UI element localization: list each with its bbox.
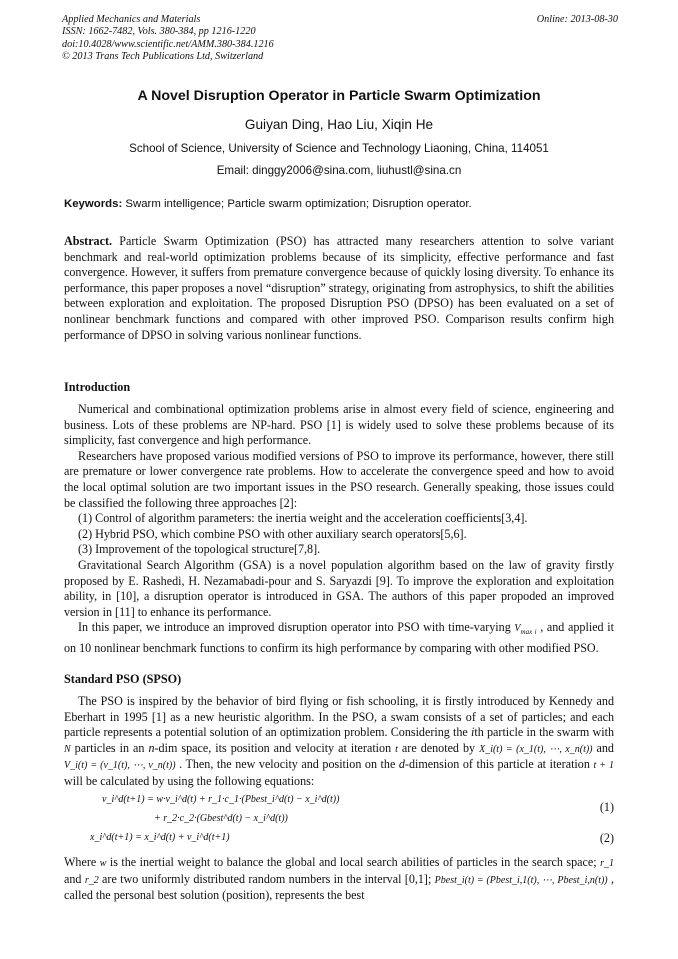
equation-2-number: (2)	[599, 831, 614, 845]
paper-authors: Guiyan Ding, Hao Liu, Xiqin He	[244, 117, 434, 132]
symbol-r1: r_1	[600, 858, 615, 869]
spso-p2-a: Where	[64, 855, 100, 869]
spso-heading: Standard PSO (SPSO)	[64, 672, 182, 686]
pbest-vector: Pbest_i(t) = (Pbest_i,1(t), ⋯, Pbest_i,n(t))	[434, 874, 608, 886]
spso-p1-f: and	[592, 740, 614, 755]
symbol-r2: r_2	[84, 874, 99, 886]
intro-p4-text-b: , and applied it on 10 nonlinear benchmark functions to confirm its high performance by comparing with other modified PSO.	[64, 620, 614, 655]
doi-line: doi:10.4028/www.scientific.net/AMM.380-384.1216	[62, 38, 274, 50]
equation-1-line-1: v_i^d(t+1) = w·v_i^d(t) + r_1·c_1·(Pbest_i^d(t) − x_i^d(t))	[102, 794, 340, 805]
intro-paragraph-3: Gravitational Search Algorithm (GSA) is a novel population algorithm based on the law of gravity firstly proposed by E. Rashedi, H. Nezamabadi-pour and S. Saryazdi [9]. To improve the exploration and exploitation ability, in [10], a disruption operator is introduced in GSA. The authors of this paper propoded an improved version in [11] to enhance its performance.	[64, 557, 614, 619]
intro-list-item-3: (3) Improvement of the topological structure[7,8].	[78, 542, 321, 557]
spso-p1-g: . Then, the new velocity and position on the	[175, 757, 399, 772]
symbol-w: w	[99, 858, 107, 869]
velocity-vector: V_i(t) = (v_1(t), ⋯, v_n(t))	[64, 760, 176, 772]
spso-paragraph-1	[64, 694, 614, 790]
symbol-n: n	[148, 740, 155, 755]
keywords-text: Swarm intelligence; Particle swarm optimization; Disruption operator.	[122, 198, 472, 210]
vmax-symbol	[514, 623, 537, 637]
spso-p2-e: , called the personal best solution (position), represents the best	[64, 871, 614, 903]
intro-p4-text-a: In this paper, we introduce an improved disruption operator into PSO with time-varying	[78, 620, 515, 635]
vmax-subscript: max i	[520, 628, 537, 637]
keywords	[64, 198, 620, 210]
intro-paragraph-4	[64, 620, 614, 656]
spso-paragraph-2	[64, 855, 614, 904]
symbol-t: t	[395, 743, 398, 755]
spso-p1-a: The PSO is inspired by the behavior of bird flying or fish schooling, it is firstly introduced by Kennedy and Eberhart in 1995 [1] as a new heuristic algorithm. In the PSO, a swam consists of a set of particles; and each particle represents a potential solution of an optimization problem. Considering the	[64, 694, 614, 740]
paper-title: A Novel Disruption Operator in Particle Swarm Optimization	[137, 88, 541, 104]
intro-list-item-1: (1) Control of algorithm parameters: the inertia weight and the acceleration coefficients[3,4].	[78, 511, 528, 526]
abstract-label: Abstract.	[64, 234, 113, 248]
symbol-N: N	[64, 743, 71, 755]
abstract	[64, 234, 614, 343]
intro-paragraph-1: Numerical and combinational optimization problems arise in almost every field of science, engineering and business. Lots of these problems are NP-hard. PSO [1] is widely used to solve these problems because of its simplicity, fast convergence and high performance.	[64, 402, 614, 448]
spso-p1-e: are denoted by	[397, 740, 480, 755]
symbol-i: i	[471, 725, 475, 740]
copyright-line: © 2013 Trans Tech Publications Ltd, Switzerland	[62, 51, 264, 63]
intro-list-item-2: (2) Hybrid PSO, which combine PSO with other auxiliary search operators[5,6].	[78, 526, 467, 541]
spso-p2-d: are two uniformly distributed random numbers in the interval [0,1];	[98, 871, 432, 886]
equation-1-line-2: + r_2·c_2·(Gbest^d(t) − x_i^d(t))	[154, 813, 288, 824]
journal-name: Applied Mechanics and Materials	[62, 14, 201, 25]
spso-p1-c: particles in an	[70, 740, 149, 755]
author-affiliation: School of Science, University of Science and Technology Liaoning, China, 114051	[129, 142, 549, 155]
keywords-label: Keywords:	[64, 198, 123, 210]
intro-paragraph-2: Researchers have proposed various modified versions of PSO to improve its performance, however, there still are premature or lower convergence rate problems. How to accelerate the convergence speed and how to avoid the local optimal solution are two important issues in the PSO research. Generally speaking, those issues could be classified the following three approaches [2]:	[64, 448, 614, 510]
spso-p2-b: is the inertial weight to balance the global and local search abilities of particles in the search space;	[106, 855, 601, 869]
equation-1-number: (1)	[599, 800, 614, 814]
vmax-letter: V	[514, 623, 521, 635]
spso-p2-c: and	[64, 871, 85, 886]
journal-header	[62, 14, 618, 64]
spso-p1-d: -dim space, its position and velocity at iteration	[154, 740, 396, 755]
introduction-heading: Introduction	[64, 380, 131, 394]
symbol-d: d	[398, 757, 405, 772]
equation-2: x_i^d(t+1) = x_i^d(t) + v_i^d(t+1)	[90, 832, 230, 843]
issn-line: ISSN: 1662-7482, Vols. 380-384, pp 1216-1220	[62, 26, 256, 38]
spso-p1-h: -dimension of this particle at iteration	[404, 757, 594, 772]
symbol-t-plus-1: t + 1	[593, 760, 615, 772]
abstract-text: Particle Swarm Optimization (PSO) has attracted many researchers attention to solve variant benchmark and real-world optimization problems because of its simplicity, effective performance and fast convergence. However, it suffers from premature convergence because of quickly losing diversity. To enhance its performance, this paper proposes a novel “disruption” strategy, originating from astrophysics, to shift the abilities between exploration and exploitation. The proposed Disruption PSO (DPSO) has been evaluated on a set of nonlinear benchmark functions and compared with other improved PSO. Comparison results confirm high performance of DPSO in solving various nonlinear functions.	[64, 234, 614, 342]
spso-p1-b: th particle in the swarm with	[474, 725, 614, 740]
position-vector: X_i(t) = (x_1(t), ⋯, x_n(t))	[479, 743, 593, 755]
spso-p1-i: will be calculated by using the following equations:	[64, 773, 315, 788]
author-email: Email: dinggy2006@sina.com, liuhustl@sina.cn	[216, 164, 462, 177]
introduction-body	[64, 402, 614, 657]
spso-body	[64, 694, 614, 790]
online-date: Online: 2013-08-30	[536, 14, 618, 25]
